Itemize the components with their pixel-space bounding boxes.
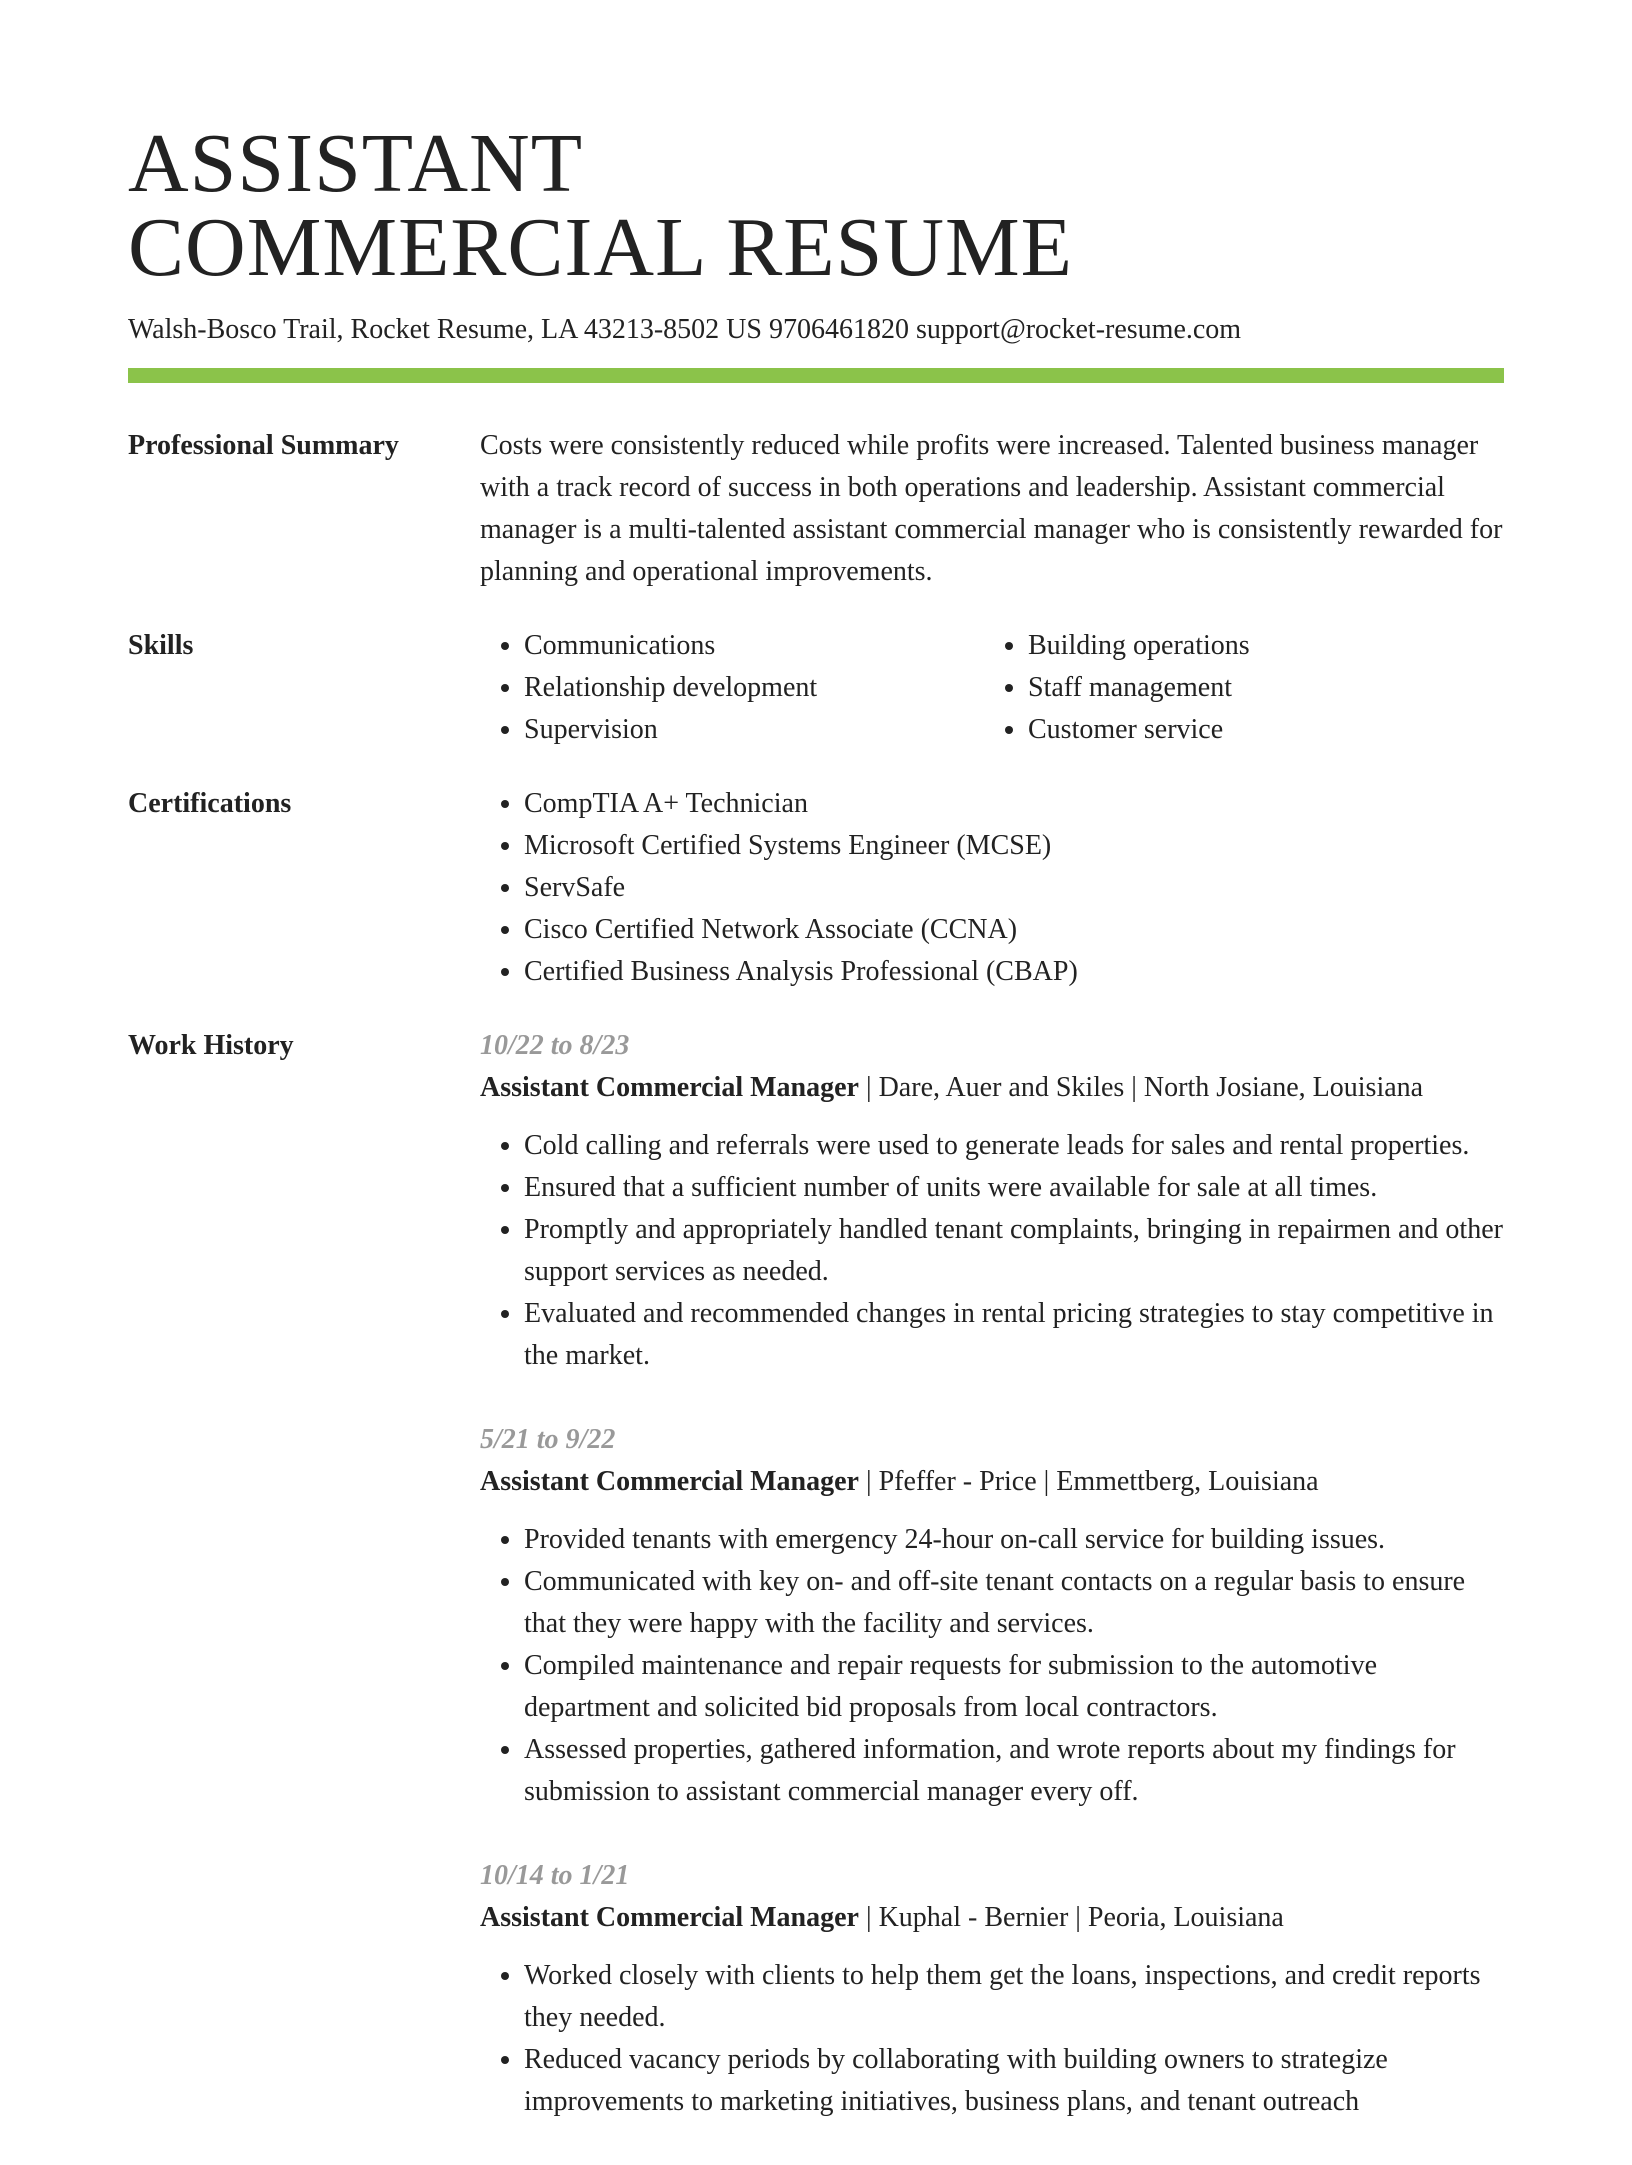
resume-page [128,0,1504,2165]
job-bullet: • Cold calling and referrals were used to generate leads for sales and rental properties. [524,1125,1504,1167]
certification-item: • Certified Business Analysis Professional (CBAP) [524,951,1504,993]
skill-item: • Communications [524,625,984,667]
skills-columns [480,625,1504,751]
job-entry [480,1025,1504,1377]
job-bullet: • Compiled maintenance and repair requests for submission to the automotive department and solicited bid proposals from local contractors. [524,1645,1504,1729]
job-dates: 10/22 to 8/23 [480,1030,630,1061]
job-bullet: • Promptly and appropriately handled tenant complaints, bringing in repairmen and other support services as needed. [524,1209,1504,1293]
job-bullet-list [480,1125,1504,1377]
job-heading [480,1461,1504,1503]
professional-summary-section [128,425,1504,593]
skills-section [128,625,1504,751]
certifications-body [480,783,1504,993]
section-label-summary: Professional Summary [128,430,399,461]
job-entry [480,1855,1504,2123]
section-label-certifications: Certifications [128,788,292,819]
skill-item: • Staff management [1028,667,1488,709]
job-title: Assistant Commercial Manager [480,1072,859,1103]
job-bullet: • Worked closely with clients to help them get the loans, inspections, and credit reports they needed. [524,1955,1504,2039]
header-divider [128,368,1504,383]
job-title: Assistant Commercial Manager [480,1466,859,1497]
skill-item: • Building operations [1028,625,1488,667]
section-label-work-history: Work History [128,1030,294,1061]
certification-item: • Cisco Certified Network Associate (CCNA) [524,909,1504,951]
certifications-list [480,783,1504,993]
job-bullet-list [480,1955,1504,2123]
skill-item: • Customer service [1028,709,1488,751]
job-bullet-list [480,1519,1504,1813]
job-dates: 5/21 to 9/22 [480,1424,616,1455]
job-entry [480,1419,1504,1813]
summary-text: Costs were consistently reduced while profits were increased. Talented business manager with a track record of success in both operations and leadership. Assistant commercial manager is a multi-talented assistant commercial manager who is consistently rewarded for planning and operational improvements. [480,430,1503,587]
resume-title-line-1: ASSISTANT [128,117,584,210]
job-bullet: • Assessed properties, gathered information, and wrote reports about my findings for submission to assistant commercial manager every off. [524,1729,1504,1813]
skill-item: • Supervision [524,709,984,751]
skills-list-right [984,625,1488,751]
work-history-section [128,1025,1504,2165]
skill-item: • Relationship development [524,667,984,709]
job-bullet: • Provided tenants with emergency 24-hour on-call service for building issues. [524,1519,1504,1561]
work-history-body [480,1025,1504,2165]
certification-item: • CompTIA A+ Technician [524,783,1504,825]
section-label-skills: Skills [128,630,194,661]
job-bullet: • Evaluated and recommended changes in rental pricing strategies to stay competitive in the market. [524,1293,1504,1377]
certifications-section [128,783,1504,993]
job-dates: 10/14 to 1/21 [480,1860,630,1891]
resume-title-line-2: COMMERCIAL RESUME [128,201,1073,294]
job-heading [480,1897,1504,1939]
certification-item: • ServSafe [524,867,1504,909]
job-details: | Dare, Auer and Skiles | North Josiane, Louisiana [858,1072,1424,1103]
job-title: Assistant Commercial Manager [480,1902,859,1933]
certification-item: • Microsoft Certified Systems Engineer (MCSE) [524,825,1504,867]
job-bullet: • Communicated with key on- and off-site tenant contacts on a regular basis to ensure that they were happy with the facility and services. [524,1561,1504,1645]
job-details: | Pfeffer - Price | Emmettberg, Louisiana [858,1466,1319,1497]
job-bullet: • Reduced vacancy periods by collaborating with building owners to strategize improvements to marketing initiatives, business plans, and tenant outreach [524,2039,1504,2123]
job-bullet: • Ensured that a sufficient number of units were available for sale at all times. [524,1167,1504,1209]
skills-list-left [480,625,984,751]
job-details: | Kuphal - Bernier | Peoria, Louisiana [858,1902,1284,1933]
job-heading [480,1067,1504,1109]
contact-line: Walsh-Bosco Trail, Rocket Resume, LA 43213-8502 US 9706461820 support@rocket-resume.com [128,314,1242,345]
resume-title [128,0,1504,294]
